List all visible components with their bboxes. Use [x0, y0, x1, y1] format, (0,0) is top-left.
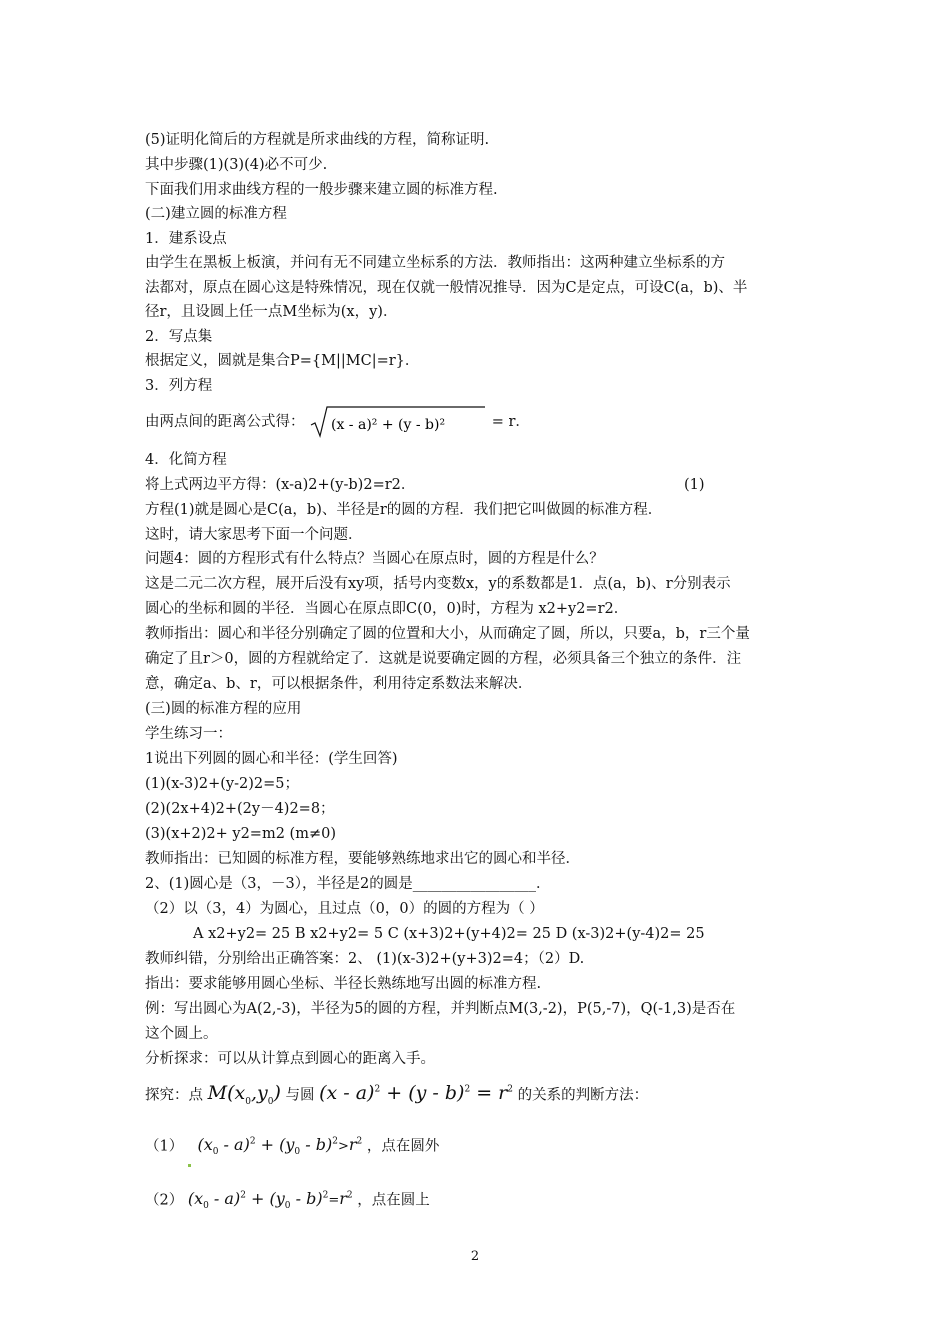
choice-options: A x2+y2= 25 B x2+y2= 5 C (x+3)2+(y+4)2= 25 D (x-3)2+(y-4)2= 25 [193, 926, 705, 942]
step-heading: 4．化简方程 [145, 452, 227, 468]
exercise-item: (2)(2x+4)2+(2y－4)2=8； [145, 801, 335, 817]
text-line: 教师指出：圆心和半径分别确定了圆的位置和大小，从而确定了圆，所以，只要a，b，r三个量 [145, 626, 750, 642]
circle-formula: $(x - a)^2 + (y - b)^2 = r^2$ [319, 1082, 513, 1105]
equation-number: (1) [684, 477, 705, 493]
explore-lead: 探究：点 [145, 1087, 203, 1104]
text-line: 法都对，原点在圆心这是特殊情况，现在仅就一般情况推导．因为C是定点，可设C(a，b)、半 [145, 280, 748, 296]
exercise-item: (1)(x-3)2+(y-2)2=5； [145, 776, 300, 792]
text-line: 其中步骤(1)(3)(4)必不可少. [145, 157, 328, 173]
marker-dot-icon [188, 1164, 191, 1167]
text-line: 教师纠错，分别给出正确答案：2、 (1)(x-3)2+(y+3)2=4；（2）D. [145, 951, 585, 967]
text-line: 学生练习一： [145, 726, 232, 742]
formula-lead-text: 由两点间的距离公式得： [145, 414, 305, 430]
text-line: (5)证明化简后的方程就是所求曲线的方程，简称证明. [145, 132, 490, 148]
condition-label: （2） [145, 1192, 184, 1209]
condition-text: ，点在圆上 [357, 1192, 430, 1209]
equation-text: 将上式两边平方得：(x-a)2+(y-b)2=r2． [145, 477, 416, 493]
explore-line [145, 1076, 815, 1116]
text-line: 这时，请大家思考下面一个问题． [145, 527, 363, 543]
text-line: 确定了且r＞0，圆的方程就给定了．这就是说要确定圆的方程，必须具备三个独立的条件．注 [145, 651, 742, 667]
condition-text: ，点在圆外 [366, 1138, 440, 1155]
example-line: 例：写出圆心为A(2,-3)，半径为5的圆的方程，并判断点M(3,-2)，P(5,-7)，Q(-1,3)是否在 [145, 1001, 736, 1017]
text-line: 这是二元二次方程，展开后没有xy项，括号内变数x，y的系数都是1．点(a，b)、r分别表示 [145, 576, 731, 592]
point-formula: $M(x_0,y_0)$ [207, 1082, 281, 1108]
formula-tail: = r． [491, 414, 530, 430]
condition-on [145, 1182, 815, 1221]
distance-formula-line [145, 402, 815, 442]
sqrt-sign-icon [309, 405, 487, 439]
text-line: 径r，且设圆上任一点M坐标为(x，y)． [145, 304, 398, 320]
step-heading: 2．写点集 [145, 329, 213, 345]
text-line: 这个圆上。 [145, 1026, 218, 1042]
text-line: 1说出下列圆的圆心和半径：(学生回答) [145, 751, 398, 767]
section-heading: (三)圆的标准方程的应用 [145, 701, 302, 717]
text-line: 方程(1)就是圆心是C(a，b)、半径是r的圆的方程．我们把它叫做圆的标准方程． [145, 502, 663, 518]
text-line: 分析探求：可以从计算点到圆心的距离入手。 [145, 1051, 435, 1067]
text-line: 根据定义，圆就是集合P={M||MC|=r}． [145, 353, 420, 369]
step-heading: 3．列方程 [145, 378, 213, 394]
page-number: 2 [470, 1249, 480, 1264]
outside-formula: $(x_0 - a)^2 + (y_0 - b)^2>r^2$ [197, 1135, 363, 1158]
exercise-item: 2、(1)圆心是（3，－3），半径是2的圆是_________________． [145, 876, 551, 892]
text-line: 下面我们用求曲线方程的一般步骤来建立圆的标准方程. [145, 182, 498, 198]
text-line: 圆心的坐标和圆的半径．当圆心在原点即C(0，0)时，方程为 x2+y2=r2． [145, 601, 629, 617]
step-heading: 1．建系设点 [145, 231, 227, 247]
section-heading: (二)建立圆的标准方程 [145, 206, 287, 222]
sqrt-content: (x - a)² + (y - b)² [331, 417, 446, 433]
text-line: 指出：要求能够用圆心坐标、半径长熟练地写出圆的标准方程. [145, 976, 542, 992]
explore-tail: 的关系的判断方法： [517, 1087, 649, 1104]
condition-outside [145, 1128, 815, 1167]
text-line: 教师指出：已知圆的标准方程，要能够熟练地求出它的圆心和半径． [145, 851, 580, 867]
question-line: 问题4：圆的方程形式有什么特点？当圆心在原点时，圆的方程是什么？ [145, 551, 604, 567]
exercise-item: (3)(x+2)2+ y2=m2 (m≠0) [145, 826, 336, 842]
text-line: 意，确定a、b、r，可以根据条件，利用待定系数法来解决． [145, 676, 533, 692]
sqrt-formula [309, 402, 487, 442]
text-line: 由学生在黑板上板演，并问有无不同建立坐标系的方法．教师指出：这两种建立坐标系的方 [145, 255, 725, 271]
explore-mid: 与圆 [285, 1087, 315, 1104]
condition-label: （1） [145, 1138, 184, 1155]
exercise-item: （2）以（3，4）为圆心，且过点（0，0）的圆的方程为（ ） [145, 901, 544, 917]
on-formula: $(x_0 - a)^2 + (y_0 - b)^2=r^2$ [187, 1189, 353, 1212]
text-line [145, 475, 815, 495]
